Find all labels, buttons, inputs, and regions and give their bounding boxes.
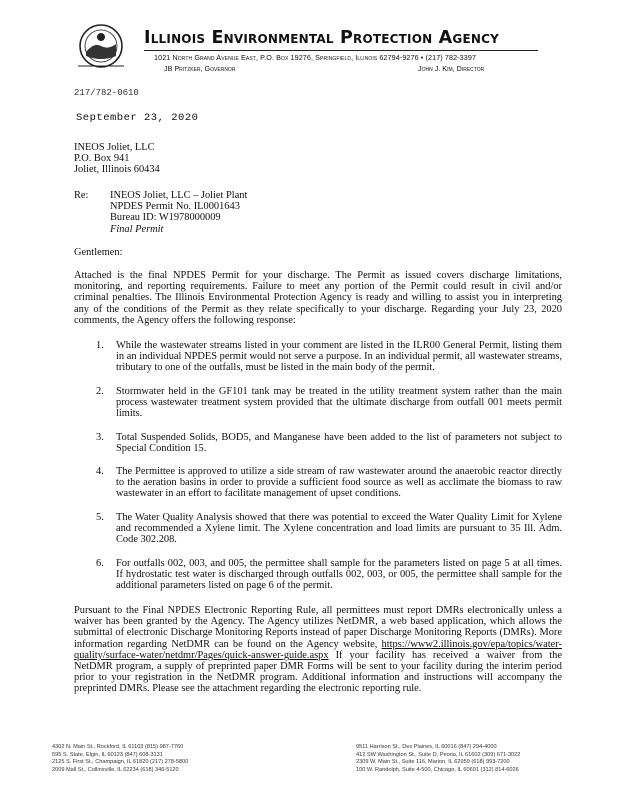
intro-paragraph: Attached is the final NPDES Permit for your discharge. The Permit as issued covers discharge limitations, monitoring, and reporting requirements. Failure to meet any portion of the Permit could result in civil and/or criminal penalties. The Illinois Environmental Protection Agency is ready and willing to assist you in interpreting any of the conditions of the Permit as they relate specifically to your discharge. Regarding your July 23, 2020 comments, the Agency offers the following response: bbox=[74, 270, 562, 326]
salutation: Gentlemen: bbox=[74, 247, 123, 258]
recipient-line: P.O. Box 941 bbox=[74, 153, 130, 165]
response-item: Stormwater held in the GF101 tank may be treated in the utility treatment system rather than the main process wastewater treatment system provided that the ultimate discharge from outfall 001 meets permit limits. bbox=[116, 386, 562, 420]
re-line: NPDES Permit No. IL0001643 bbox=[110, 201, 240, 213]
re-block bbox=[110, 190, 247, 235]
footer-office: 4302 N. Main St., Rockford, IL 61103 (815) 987-7760 bbox=[52, 744, 184, 750]
recipient-address bbox=[74, 142, 160, 176]
response-item: While the wastewater streams listed in your comment are listed in the ILR00 General Permit, listing them in an individual NPDES permit would not serve a purpose. In an individual permit, all wastewater streams, tributary to one of the outfalls, must be listed in the main body of the permit. bbox=[116, 340, 562, 374]
agency-address: 1021 North Grand Avenue East, P.O. Box 19276, Springfield, Illinois 62794-9276 • (217) 782-3397 bbox=[154, 53, 477, 62]
response-number: 1. bbox=[96, 340, 104, 351]
response-number: 2. bbox=[96, 386, 104, 397]
letter-date: September 23, 2020 bbox=[76, 112, 199, 124]
footer-office: 2125 S. First St., Champaign, IL 61820 (217) 278-5800 bbox=[52, 759, 189, 766]
recipient-line: INEOS Joliet, LLC bbox=[74, 142, 155, 153]
phone-reference: 217/782-0610 bbox=[74, 88, 139, 98]
footer-office: 412 SW Washington St., Suite D, Peoria, IL 61602 (309) 671-3022 bbox=[356, 751, 521, 758]
response-number: 6. bbox=[96, 558, 104, 569]
re-label: Re: bbox=[74, 190, 89, 201]
closing-paragraph-text: Pursuant to the Final NPDES Electronic Reporting Rule, all permittees must report DMRs electronically unless a waiver has been granted by the Agency. The Agency utilizes NetDMR, a web based application, which allows the submittal of electronic Discharge Monitoring Reports instead of paper Discharge Monitoring Reports (DMRs). More information regarding NetDMR can be found on the Agency website, bbox=[74, 605, 562, 650]
governor-name: JB Pritzker, Governor bbox=[164, 64, 236, 73]
footer-office: 100 W. Randolph, Suite 4-500, Chicago, IL 60601 (312) 814-6026 bbox=[356, 766, 519, 773]
response-item: The Water Quality Analysis showed that there was potential to exceed the Water Quality Limit for Xylene and recommended a Xylene limit. The Xylene concentration and load limits are pursuant to 35 Ill. Adm. Code 302.208. bbox=[116, 512, 562, 546]
letterhead-rule bbox=[144, 50, 538, 51]
netdmr-guide-link[interactable]: https://www2.illinois.gov/epa/topics/water-quality/surface-water/netdmr/Pages/quick-answer-guide.aspx bbox=[74, 638, 562, 661]
re-final-permit: Final Permit bbox=[110, 223, 164, 235]
footer-office: 9511 Harrison St., Des Plaines, IL 60016 (847) 294-4000 bbox=[356, 744, 497, 750]
footer-office: 595 S. State, Elgin, IL 60123 (847) 608-3131 bbox=[52, 751, 163, 758]
closing-paragraph bbox=[74, 605, 562, 695]
closing-paragraph-text: If your facility has received a waiver from the NetDMR program, a supply of preprinted paper DMR Forms will be sent to your facility during the interim period prior to your registration in the NetDMR program. Additional information and instructions will accompany the preprinted DMRs. Please see the attachment regarding the electronic reporting rule. bbox=[74, 649, 562, 695]
response-item: For outfalls 002, 003, and 005, the permittee shall sample for the parameters listed on page 5 at all times. If hydrostatic test water is discharged through outfalls 002, 003, or 005, the permittee shall sample for the additional parameters listed on page 6 of the permit. bbox=[116, 558, 562, 592]
re-line: Bureau ID: W1978000009 bbox=[110, 212, 221, 224]
response-number: 3. bbox=[96, 432, 104, 443]
footer-left-offices bbox=[52, 744, 188, 774]
response-item: The Permittee is approved to utilize a side stream of raw wastewater around the anaerobic reactor directly to the aeration basins in order to provide a sufficient food source as well as acclimate the biomass to raw wastewater in an effort to facilitate management of upset conditions. bbox=[116, 466, 562, 500]
agency-name: Illinois Environmental Protection Agency bbox=[144, 28, 499, 48]
response-number: 4. bbox=[96, 466, 104, 477]
re-line: INEOS Joliet, LLC – Joliet Plant bbox=[110, 190, 248, 201]
director-name: John J. Kim, Director bbox=[418, 64, 485, 73]
footer-office: 2309 W. Main St., Suite 116, Marion, IL 62959 (618) 993-7200 bbox=[356, 759, 510, 766]
agency-seal-logo bbox=[72, 22, 130, 72]
response-number: 5. bbox=[96, 512, 104, 523]
footer-right-offices bbox=[356, 744, 520, 774]
response-item: Total Suspended Solids, BOD5, and Manganese have been added to the list of parameters not subject to Special Condition 15. bbox=[116, 432, 562, 455]
recipient-line: Joliet, Illinois 60434 bbox=[74, 164, 160, 176]
footer-office: 2009 Mall St., Collinsville, IL 62234 (618) 346-5120 bbox=[52, 766, 179, 773]
